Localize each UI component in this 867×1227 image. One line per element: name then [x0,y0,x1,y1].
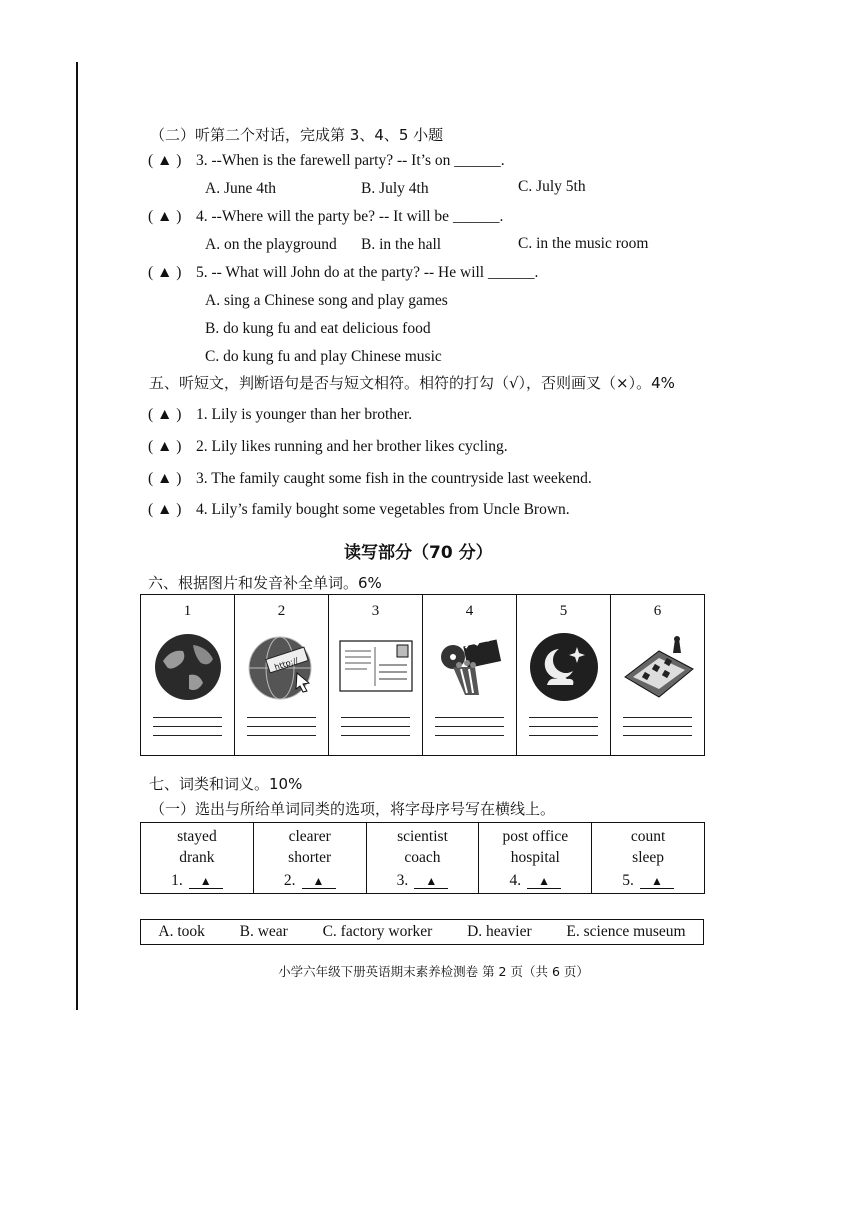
answer-blank-row [367,870,479,891]
word-2: hospital [510,849,560,866]
picture-cell-4 [423,595,517,755]
answer-blank[interactable]: ▲ [302,874,336,889]
q4-stem: 4. --Where will the party be? -- It will be ______. [196,208,504,225]
q4-option-a: A. on the playground [205,236,337,253]
q5-option-a: A. sing a Chinese song and play games [205,292,448,309]
q3-option-c: C. July 5th [518,178,586,195]
q4-mark: ( ▲ ) [148,208,182,225]
picture-word-grid [140,594,705,756]
q5-mark: ( ▲ ) [148,264,182,281]
word-1: scientist [397,828,448,845]
picture-cell-5 [517,595,611,755]
s5-item4-text: 4. Lily’s family bought some vegetables from Uncle Brown. [196,501,570,518]
answer-lines [435,717,504,744]
picture-number: 3 [371,603,380,619]
word-class-grid [140,822,705,894]
answer-number: 5. [622,872,634,889]
picture-cell-3 [329,595,423,755]
answer-number: 4. [509,872,522,889]
q4-option-c: C. in the music room [518,235,649,252]
binding-line [76,62,78,1010]
postcard-icon [337,631,415,701]
section6-heading: 六、根据图片和发音补全单词。6% [148,574,382,592]
picture-number: 5 [559,603,568,619]
word-1: count [630,828,666,845]
answer-number: 1. [171,872,183,889]
answer-lines [153,717,222,744]
s5-item2-mark: ( ▲ ) [148,438,182,455]
board-game-icon [619,631,697,701]
part2-heading: （二）听第二个对话，完成第 3、4、5 小题 [150,126,444,144]
word-2: coach [404,849,441,866]
picture-cell-6 [611,595,704,755]
answer-blank[interactable]: ▲ [527,874,561,889]
q5-stem: 5. -- What will John do at the party? -- He will ______. [196,264,539,281]
answer-lines [341,717,410,744]
svg-text:http://: http:// [272,655,299,672]
word-2: drank [179,849,215,866]
word-1: stayed [177,828,217,845]
answer-blank[interactable]: ▲ [414,874,448,889]
word-1: post office [502,828,569,845]
q5-option-b: B. do kung fu and eat delicious food [205,320,431,337]
answer-lines [529,717,598,744]
film-clapperboard-icon [431,631,509,701]
q5-option-c: C. do kung fu and play Chinese music [205,348,442,365]
word-1: clearer [288,828,331,845]
q3-option-b: B. July 4th [361,180,429,197]
s5-item2-text: 2. Lily likes running and her brother likes cycling. [196,438,508,455]
word-cell-1 [141,823,254,893]
s5-item3-mark: ( ▲ ) [148,470,182,487]
section7-heading: 七、词类和词义。10% [149,775,303,793]
reading-section-title: 读写部分（70 分） [344,543,493,563]
word-cell-2 [254,823,367,893]
picture-number: 2 [277,603,286,619]
answer-lines [623,717,692,744]
answer-blank[interactable]: ▲ [640,874,674,889]
page-footer: 小学六年级下册英语期末素养检测卷 第 2 页（共 6 页） [278,964,589,979]
picture-cell-2 [235,595,329,755]
section5-heading: 五、听短文，判断语句是否与短文相符。相符的打勾（√），否则画叉（×）。4% [149,374,675,392]
q3-stem: 3. --When is the farewell party? -- It’s on ______. [196,152,505,169]
option-d: D. heavier [467,923,532,940]
section7-subheading: （一）选出与所给单词同类的选项，将字母序号写在横线上。 [150,800,556,818]
options-box [140,919,704,945]
picture-cell-1 [141,595,235,755]
picture-number: 6 [653,603,662,619]
s5-item1-mark: ( ▲ ) [148,406,182,423]
answer-blank-row [479,870,591,891]
word-cell-5 [592,823,704,893]
option-a: A. took [158,923,205,940]
s5-item4-mark: ( ▲ ) [148,501,182,518]
answer-number: 2. [283,872,296,889]
picture-number: 4 [465,603,474,619]
option-b: B. wear [239,923,288,940]
answer-lines [247,717,316,744]
word-cell-4 [479,823,592,893]
answer-blank-row [254,870,366,891]
answer-blank[interactable]: ▲ [189,874,223,889]
s5-item3-text: 3. The family caught some fish in the countryside last weekend. [196,470,592,487]
answer-number: 3. [396,872,409,889]
q4-option-b: B. in the hall [361,236,442,253]
earth-globe-icon [149,631,227,701]
s5-item1-text: 1. Lily is younger than her brother. [196,406,413,423]
q3-mark: ( ▲ ) [148,152,182,169]
option-c: C. factory worker [322,923,433,940]
answer-blank-row [592,870,704,891]
word-cell-3 [367,823,480,893]
word-2: shorter [288,849,332,866]
internet-globe-icon [243,631,321,701]
q3-option-a: A. June 4th [205,180,277,197]
word-2: sleep [632,849,665,866]
picture-number: 1 [183,603,192,619]
option-e: E. science museum [566,923,686,940]
moon-night-icon [525,631,603,701]
answer-blank-row [141,870,253,891]
